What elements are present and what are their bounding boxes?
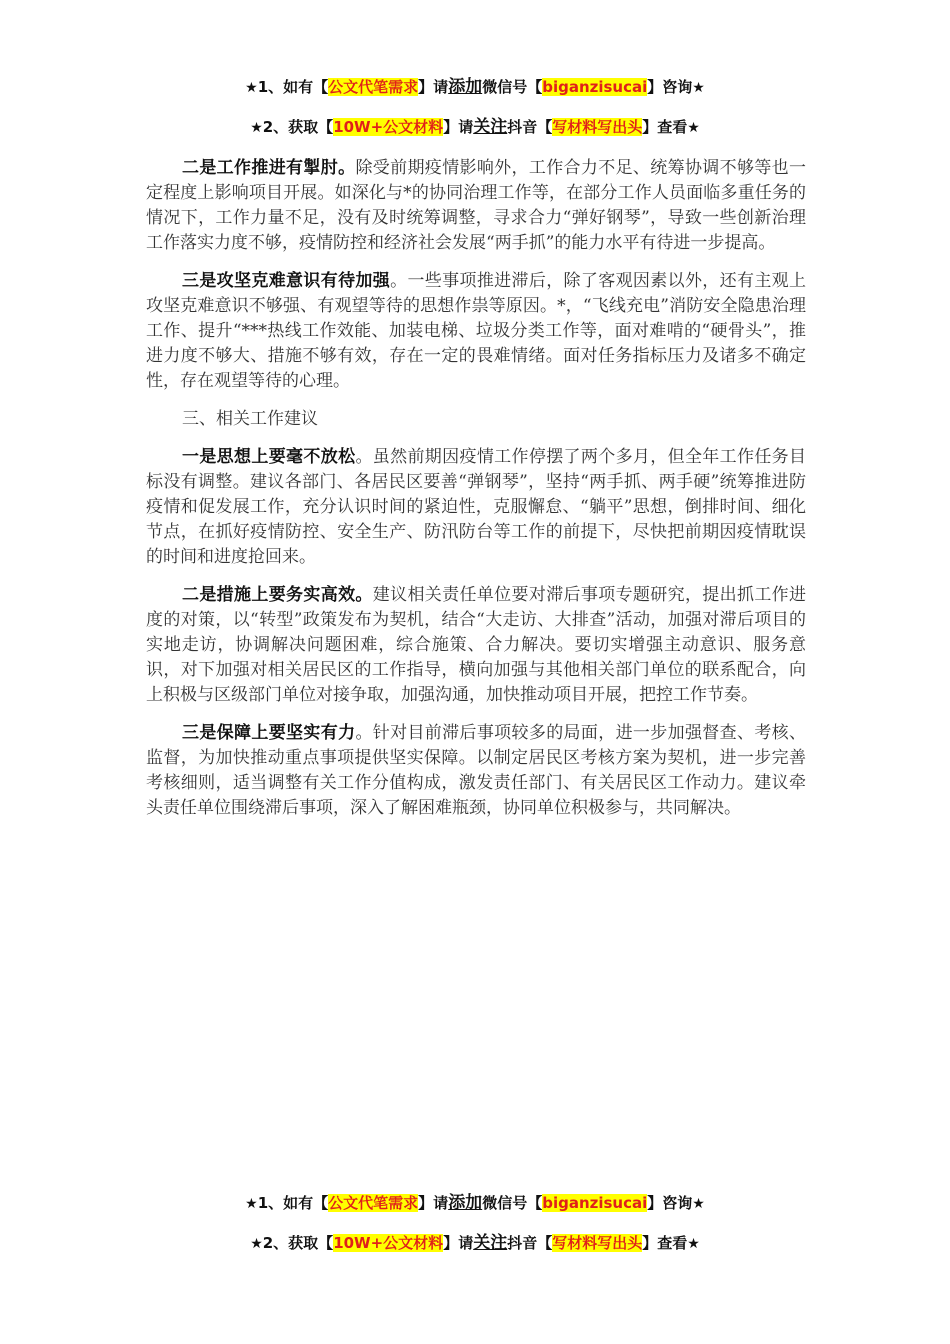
top-banner-line-2: ★2、获取【10W+公文材料】请关注抖音【写材料写出头】查看★ (250, 117, 700, 137)
section-heading: 三、相关工作建议 (182, 409, 318, 429)
star-icon: ★ (245, 80, 258, 96)
top-banner-line-1: ★1、如有【公文代笔需求】请添加微信号【biganzisucai】咨询★ (245, 77, 705, 97)
bottom-banner-line-1: ★1、如有【公文代笔需求】请添加微信号【biganzisucai】咨询★ (245, 1193, 705, 1213)
wechat-id: biganzisucai (542, 1194, 648, 1212)
highlight-service: 公文代笔需求 (328, 1194, 419, 1212)
paragraph: 三是攻坚克难意识有待加强。一些事项推进滞后，除了客观因素以外，还有主观上攻坚克难意识不够强、有观望等待的思想作祟等原因。*，“飞线充电”消防安全隐患治理工作、提升“***热线工作效能、加装电梯、垃圾分类工作等，面对难啃的“硬骨头”，推进力度不够大、措施不够有效，存在一定的畏难情绪。面对任务指标压力及诸多不确定性，存在观望等待的心理。 (146, 271, 807, 391)
wechat-id: biganzisucai (542, 78, 648, 96)
douyin-id: 写材料写出头 (552, 118, 643, 136)
star-icon: ★ (692, 1196, 705, 1212)
douyin-id: 写材料写出头 (552, 1234, 643, 1252)
star-icon: ★ (692, 80, 705, 96)
paragraph: 二是措施上要务实高效。建议相关责任单位要对滞后事项专题研究，提出抓工作进度的对策，以“转型”政策发布为契机，结合“大走访、大排查”活动，加强对滞后项目的实地走访，协调解决问题困难，综合施策、合力解决。要切实增强主动意识、服务意识，对下加强对相关居民区的工作指导，横向加强与其他相关部门单位的联系配合，向上积极与区级部门单位对接争取，加强沟通，加快推动项目开展，把控工作节奏。 (146, 585, 807, 705)
star-icon: ★ (250, 120, 263, 136)
highlight-service: 公文代笔需求 (328, 78, 419, 96)
document-body (146, 156, 806, 834)
paragraph: 一是思想上要毫不放松。虽然前期因疫情工作停摆了两个多月，但全年工作任务目标没有调整。建议各部门、各居民区要善“弹钢琴”，坚持“两手抓、两手硬”统筹推进防疫情和促发展工作，充分认识时间的紧迫性，克服懈怠、“躺平”思想，倒排时间、细化节点，在抓好疫情防控、安全生产、防汛防台等工作的前提下，尽快把前期因疫情耽误的时间和进度抢回来。 (146, 447, 807, 567)
star-icon: ★ (250, 1236, 263, 1252)
bottom-banner-line-2: ★2、获取【10W+公文材料】请关注抖音【写材料写出头】查看★ (250, 1233, 700, 1253)
paragraph: 三是保障上要坚实有力。针对目前滞后事项较多的局面，进一步加强督查、考核、监督，为加快推动重点事项提供坚实保障。以制定居民区考核方案为契机，进一步完善考核细则，适当调整有关工作分值构成，激发责任部门、有关居民区工作动力。建议牵头责任单位围绕滞后事项，深入了解困难瓶颈，协同单位积极参与，共同解决。 (146, 723, 807, 818)
paragraph: 二是工作推进有掣肘。除受前期疫情影响外，工作合力不足、统筹协调不够等也一定程度上影响项目开展。如深化与*的协同治理工作等，在部分工作人员面临多重任务的情况下，工作力量不足，没有及时统筹调整，寻求合力“弹好钢琴”，导致一些创新治理工作落实力度不够，疫情防控和经济社会发展“两手抓”的能力水平有待进一步提高。 (146, 158, 807, 253)
star-icon: ★ (687, 1236, 700, 1252)
star-icon: ★ (687, 120, 700, 136)
highlight-materials: 10W+公文材料 (333, 1234, 444, 1252)
star-icon: ★ (245, 1196, 258, 1212)
highlight-materials: 10W+公文材料 (333, 118, 444, 136)
